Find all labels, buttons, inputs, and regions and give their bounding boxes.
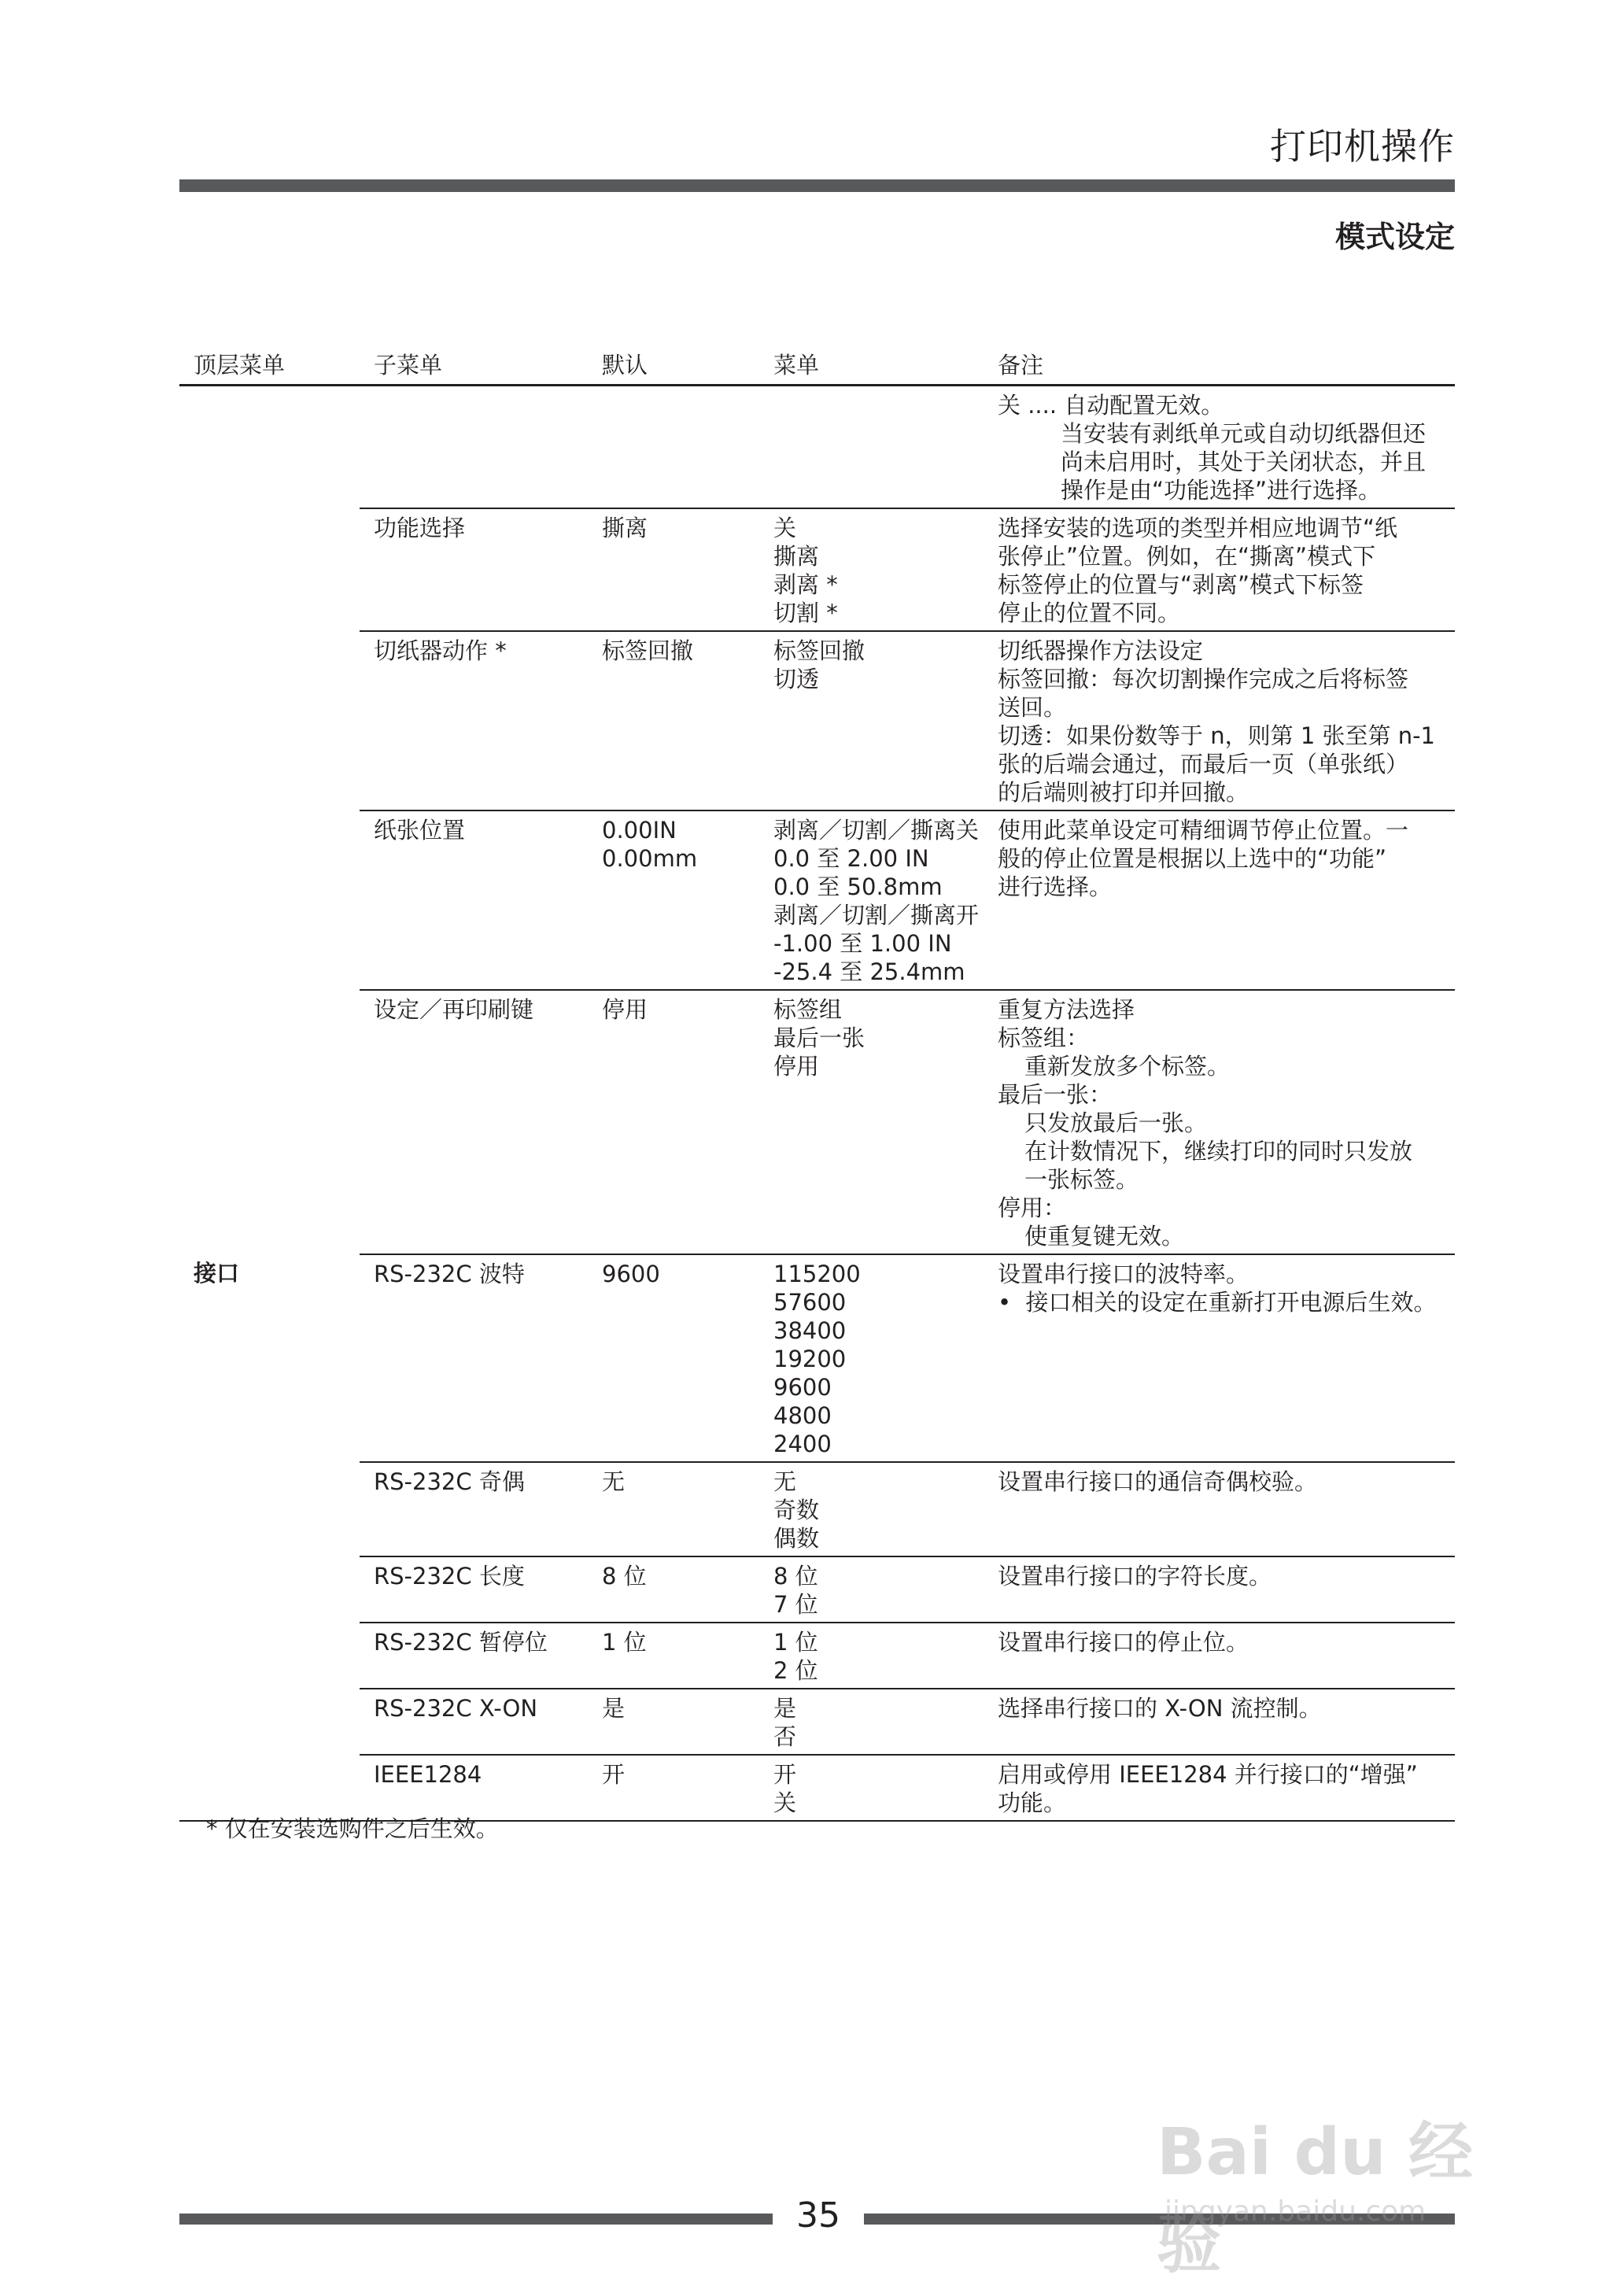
note-line: 重复方法选择 xyxy=(998,996,1135,1023)
table-header-row xyxy=(179,345,1455,386)
default-value-cell xyxy=(588,1623,759,1689)
sub-menu-cell: RS-232C 长度 xyxy=(360,1556,588,1623)
notes-cell xyxy=(984,1689,1455,1755)
note-line: 最后一张： xyxy=(998,1081,1113,1108)
notes-cell xyxy=(984,990,1455,1254)
note-line: 使用此菜单设定可精细调节停止位置。一 xyxy=(998,817,1409,844)
table-row xyxy=(179,631,1455,810)
note-line: 重新发放多个标签。 xyxy=(1024,1053,1231,1080)
notes-cell xyxy=(984,1254,1455,1462)
watermark-logo-text: Bai du 经验 xyxy=(1157,2115,1474,2282)
note-line: 标签停止的位置与“剥离”模式下标签 xyxy=(998,571,1364,598)
top-level-menu-cell xyxy=(179,1556,360,1623)
menu-option: 撕离 xyxy=(773,543,820,570)
menu-option: 2 位 xyxy=(773,1657,818,1684)
default-value: 停用 xyxy=(602,996,648,1023)
menu-options-cell xyxy=(759,1556,984,1623)
default-value: 0.00IN xyxy=(602,817,677,844)
table-row xyxy=(179,1623,1455,1689)
default-value: 开 xyxy=(602,1761,626,1788)
menu-options-cell xyxy=(759,1623,984,1689)
default-value: 无 xyxy=(602,1468,626,1495)
note-line: 的后端则被打印并回撤。 xyxy=(998,779,1249,806)
table-row xyxy=(179,508,1455,631)
menu-option: 切透 xyxy=(773,666,820,692)
note-line: 进行选择。 xyxy=(998,873,1113,900)
column-header: 备注 xyxy=(984,345,1455,386)
menu-options-cell xyxy=(759,1462,984,1556)
note-line: 当安装有剥纸单元或自动切纸器但还 xyxy=(1061,420,1427,447)
notes-cell xyxy=(984,1755,1455,1821)
column-header: 默认 xyxy=(588,345,759,386)
default-value-cell xyxy=(588,810,759,990)
menu-option: 19200 xyxy=(773,1346,847,1372)
note-line: 一张标签。 xyxy=(1024,1166,1139,1193)
watermark-logo xyxy=(1157,2046,1534,2282)
default-value: 标签回撤 xyxy=(602,637,694,664)
menu-option: 剥离／切割／撕离开 xyxy=(773,902,980,929)
sub-menu-cell: RS-232C X-ON xyxy=(360,1689,588,1755)
menu-option: 57600 xyxy=(773,1289,847,1316)
note-line: • 接口相关的设定在重新打开电源后生效。 xyxy=(998,1289,1437,1316)
top-level-menu-cell xyxy=(179,1689,360,1755)
table-row xyxy=(179,1556,1455,1623)
notes-cell xyxy=(984,631,1455,810)
note-line: 选择安装的选项的类型并相应地调节“纸 xyxy=(998,515,1398,541)
top-level-menu-cell xyxy=(179,1623,360,1689)
default-value-cell xyxy=(588,1556,759,1623)
menu-option: 切割 * xyxy=(773,600,838,626)
menu-options-cell xyxy=(759,1689,984,1755)
note-line: 切纸器操作方法设定 xyxy=(998,637,1204,664)
note-line: 标签组： xyxy=(998,1025,1090,1051)
menu-option: 1 位 xyxy=(773,1629,818,1656)
note-line: 停用： xyxy=(998,1195,1067,1221)
page-number: 35 xyxy=(796,2195,840,2236)
menu-option: 关 xyxy=(773,1789,797,1816)
note-line: 设置串行接口的字符长度。 xyxy=(998,1563,1272,1590)
column-header: 顶层菜单 xyxy=(179,345,360,386)
default-value: 是 xyxy=(602,1695,626,1722)
top-level-menu-cell xyxy=(179,386,360,509)
menu-option: 无 xyxy=(773,1468,797,1495)
notes-cell xyxy=(984,1556,1455,1623)
default-value: 撕离 xyxy=(602,515,648,541)
footer-rule-left xyxy=(179,2214,773,2225)
top-level-menu-cell xyxy=(179,508,360,631)
menu-option: 标签组 xyxy=(773,996,843,1023)
top-level-menu-cell: 接口 xyxy=(194,1260,240,1287)
default-value-cell xyxy=(588,990,759,1254)
menu-option: 是 xyxy=(773,1695,797,1722)
column-header: 子菜单 xyxy=(360,345,588,386)
default-value: 0.00mm xyxy=(602,845,698,872)
menu-option: 0.0 至 50.8mm xyxy=(773,873,943,900)
note-line: 张停止”位置。例如，在“撕离”模式下 xyxy=(998,543,1376,570)
menu-option: 关 xyxy=(773,515,797,541)
default-value-cell xyxy=(588,1462,759,1556)
note-line: 尚未启用时，其处于关闭状态，并且 xyxy=(1061,449,1427,475)
note-line: 张的后端会通过，而最后一页（单张纸） xyxy=(998,751,1409,777)
table-row xyxy=(179,1462,1455,1556)
menu-option: 7 位 xyxy=(773,1591,818,1618)
sub-menu-cell: 功能选择 xyxy=(360,508,588,631)
notes-cell xyxy=(984,1462,1455,1556)
note-line: 般的停止位置是根据以上选中的“功能” xyxy=(998,845,1387,872)
top-level-menu-cell xyxy=(179,810,360,990)
note-line: 标签回撤：每次切割操作完成之后将标签 xyxy=(998,666,1409,692)
note-line: 关 .... 自动配置无效。 xyxy=(998,392,1224,419)
menu-options-cell xyxy=(759,386,984,509)
sub-menu-cell: RS-232C 波特 xyxy=(360,1254,588,1462)
menu-option: 标签回撤 xyxy=(773,637,866,664)
menu-option: 奇数 xyxy=(773,1497,820,1523)
default-value-cell xyxy=(588,386,759,509)
settings-table xyxy=(179,345,1455,1822)
notes-cell xyxy=(984,810,1455,990)
header-rule xyxy=(179,179,1455,192)
menu-option: 否 xyxy=(773,1723,797,1750)
menu-option: 剥离 * xyxy=(773,571,838,598)
menu-option: 停用 xyxy=(773,1053,820,1080)
menu-options-cell xyxy=(759,1755,984,1821)
top-level-menu-cell xyxy=(179,990,360,1254)
default-value-cell xyxy=(588,508,759,631)
menu-options-cell xyxy=(759,631,984,810)
note-line: 在计数情况下，继续打印的同时只发放 xyxy=(1024,1138,1413,1165)
table-body xyxy=(179,386,1455,1822)
menu-option: 0.0 至 2.00 IN xyxy=(773,845,929,872)
sub-menu-cell xyxy=(360,386,588,509)
note-line: 设置串行接口的波特率。 xyxy=(998,1261,1249,1287)
note-line: 使重复键无效。 xyxy=(1024,1223,1185,1250)
chapter-title: 打印机操作 xyxy=(1270,125,1455,168)
menu-option: -1.00 至 1.00 IN xyxy=(773,930,952,957)
table-row xyxy=(179,1254,1455,1462)
default-value: 8 位 xyxy=(602,1563,647,1590)
table-row xyxy=(179,810,1455,990)
note-line: 功能。 xyxy=(998,1789,1067,1816)
menu-option: 4800 xyxy=(773,1402,832,1429)
section-title: 模式设定 xyxy=(1334,220,1455,254)
default-value-cell xyxy=(588,1254,759,1462)
menu-options-cell xyxy=(759,810,984,990)
menu-option: 9600 xyxy=(773,1374,832,1401)
sub-menu-cell: 设定／再印刷键 xyxy=(360,990,588,1254)
note-line: 切透：如果份数等于 n，则第 1 张至第 n-1 xyxy=(998,722,1435,749)
sub-menu-cell: IEEE1284 xyxy=(360,1755,588,1821)
watermark-url: jingyan.baidu.com xyxy=(1164,2195,1427,2228)
sub-menu-cell: RS-232C 奇偶 xyxy=(360,1462,588,1556)
menu-option: 115200 xyxy=(773,1261,861,1287)
menu-option: 2400 xyxy=(773,1431,832,1457)
menu-option: -25.4 至 25.4mm xyxy=(773,958,965,985)
menu-options-cell xyxy=(759,508,984,631)
default-value-cell xyxy=(588,1755,759,1821)
note-line: 操作是由“功能选择”进行选择。 xyxy=(1061,477,1382,504)
table-row xyxy=(179,386,1455,509)
menu-options-cell xyxy=(759,1254,984,1462)
note-line: 设置串行接口的通信奇偶校验。 xyxy=(998,1468,1318,1495)
column-header: 菜单 xyxy=(759,345,984,386)
note-line: 选择串行接口的 X-ON 流控制。 xyxy=(998,1695,1322,1722)
note-line: 设置串行接口的停止位。 xyxy=(998,1629,1249,1656)
menu-option: 剥离／切割／撕离关 xyxy=(773,817,980,844)
note-line: 送回。 xyxy=(998,694,1067,721)
top-level-menu-cell xyxy=(179,631,360,810)
sub-menu-cell: 切纸器动作 * xyxy=(360,631,588,810)
table-row xyxy=(179,1689,1455,1755)
note-line: 启用或停用 IEEE1284 并行接口的“增强” xyxy=(998,1761,1418,1788)
menu-option: 8 位 xyxy=(773,1563,818,1590)
menu-option: 38400 xyxy=(773,1317,847,1344)
default-value: 1 位 xyxy=(602,1629,647,1656)
notes-cell xyxy=(984,508,1455,631)
menu-options-cell xyxy=(759,990,984,1254)
note-line: 只发放最后一张。 xyxy=(1024,1110,1208,1136)
default-value-cell xyxy=(588,1689,759,1755)
footnote: * 仅在安装选购件之后生效。 xyxy=(206,1815,499,1842)
menu-option: 偶数 xyxy=(773,1525,820,1552)
sub-menu-cell: 纸张位置 xyxy=(360,810,588,990)
sub-menu-cell: RS-232C 暂停位 xyxy=(360,1623,588,1689)
note-line: 停止的位置不同。 xyxy=(998,600,1181,626)
notes-cell xyxy=(984,1623,1455,1689)
table-row xyxy=(179,990,1455,1254)
top-level-menu-cell xyxy=(179,1462,360,1556)
menu-option: 最后一张 xyxy=(773,1025,866,1051)
default-value: 9600 xyxy=(602,1261,660,1287)
notes-cell xyxy=(984,386,1455,509)
menu-option: 开 xyxy=(773,1761,797,1788)
default-value-cell xyxy=(588,631,759,810)
